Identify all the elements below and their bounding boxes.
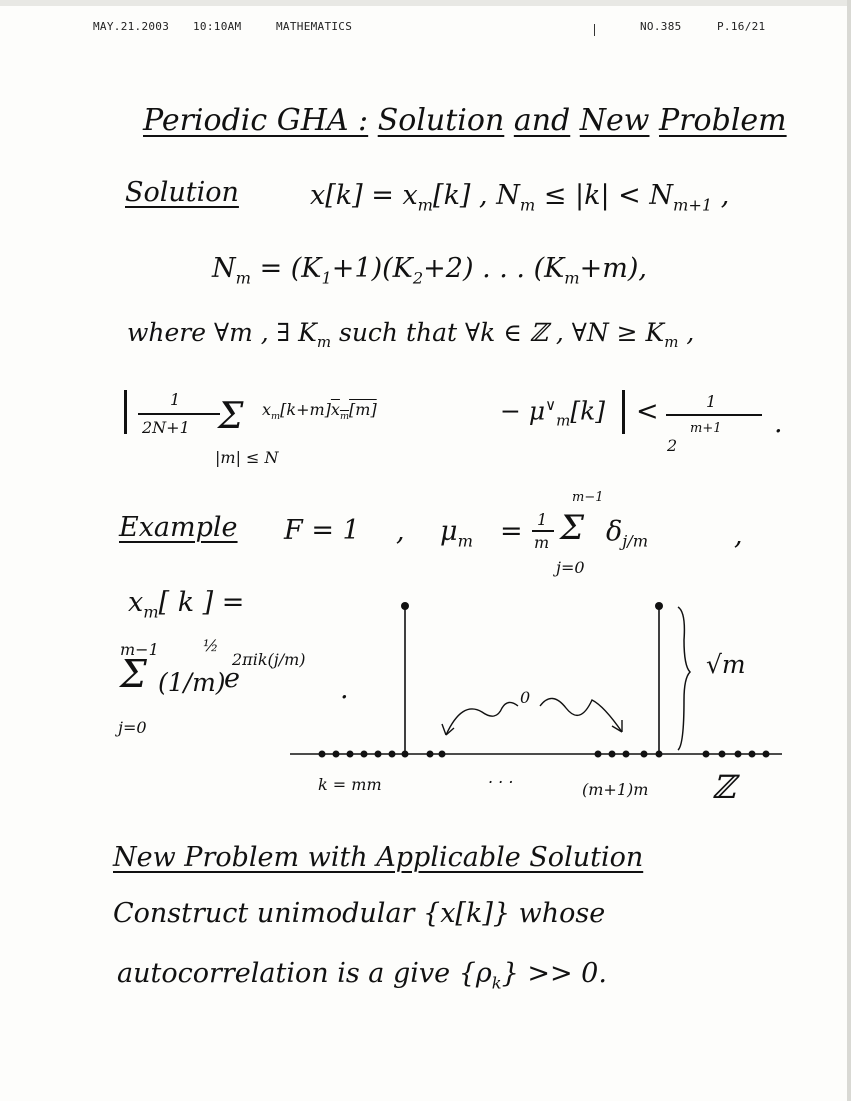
ineq-frac-num: 1 <box>170 390 181 409</box>
ineq-period: . <box>774 408 783 439</box>
solution-equation-1: $x[k] = x_m[k]$ , $N_m \le |k| < N_{m+1}$ , <box>310 180 730 215</box>
example-mu: $\mu_m$ <box>440 516 473 551</box>
integers-symbol: ℤ <box>712 768 736 806</box>
ineq-term: $x_m[k+m]x_m[m]$ <box>262 400 377 423</box>
shift-arrow-right <box>540 698 622 732</box>
solution-equation-2: $N_m = (K_1+1)(K_2+2)$ . . . $(K_m+m)$, <box>212 253 647 288</box>
ineq-mu-term: − $\mu^\vee_m[k]$ <box>500 396 606 430</box>
example-e: e <box>224 663 240 694</box>
example-sum-bottom: j=0 <box>556 558 585 577</box>
example-sum2-top: m−1 <box>120 640 159 659</box>
axis-dots: . . . <box>488 768 514 787</box>
example-delta: $\delta_{j/m}$ <box>606 516 649 551</box>
spike-left-head <box>401 602 409 610</box>
example-sum: Σ <box>560 508 585 548</box>
ineq-rhs-den: 2 <box>667 436 678 455</box>
example-xm: $x_m$[ k ] = <box>128 587 245 622</box>
spike-right-head <box>655 602 663 610</box>
ineq-frac-den: 2N+1 <box>142 418 190 437</box>
example-comma-2: , <box>734 520 743 551</box>
example-dot: . <box>340 674 349 705</box>
example-f: F = 1 <box>284 515 360 546</box>
example-exponent: 2πik(j/m) <box>232 650 306 669</box>
example-sum2: Σ <box>120 652 147 696</box>
ineq-less-than: < <box>636 396 659 427</box>
fax-dept: MATHEMATICS <box>276 20 353 33</box>
example-sum2-bottom: j=0 <box>118 718 147 737</box>
ineq-rhs-exp: m+1 <box>690 421 722 436</box>
m1-label: (m+1)m <box>582 780 649 799</box>
example-frac-den: m <box>534 533 550 552</box>
example-paren: (1/m) <box>158 668 226 697</box>
solution-label: Solution <box>125 177 239 208</box>
example-sum-top: m−1 <box>572 490 604 505</box>
zero-label: 0 <box>520 688 531 707</box>
fax-time: 10:10AM <box>193 20 242 33</box>
shift-arrow-left <box>446 702 518 735</box>
example-comma: , <box>396 516 405 547</box>
ineq-sum-range: |m| ≤ N <box>215 448 279 467</box>
page-title: Periodic GHA : Solution and New Problem <box>143 103 787 138</box>
example-equals: = <box>500 516 523 547</box>
fax-page: P.16/21 <box>717 20 766 33</box>
new-problem-line-1: Construct unimodular {x[k]} whose <box>113 898 606 929</box>
example-label: Example <box>119 512 238 543</box>
new-problem-line-2: autocorrelation is a give $\{\rho_k\} >> 0$. <box>117 958 607 993</box>
example-half: ½ <box>203 636 219 655</box>
ineq-sum: Σ <box>218 396 244 437</box>
fax-date: MAY.21.2003 <box>93 20 170 33</box>
example-frac-num: 1 <box>537 510 548 529</box>
sqrt-m-label: √m <box>706 650 746 679</box>
fax-number: NO.385 <box>640 20 682 33</box>
k-label: k = mm <box>318 775 382 794</box>
ineq-rhs-num: 1 <box>706 392 717 411</box>
solution-condition: where ∀m , ∃ $K_m$ such that ∀k ∈ ℤ , ∀N ≥ $K_m$ , <box>127 318 695 351</box>
height-brace <box>678 607 690 750</box>
new-problem-heading: New Problem with Applicable Solution <box>113 842 644 873</box>
